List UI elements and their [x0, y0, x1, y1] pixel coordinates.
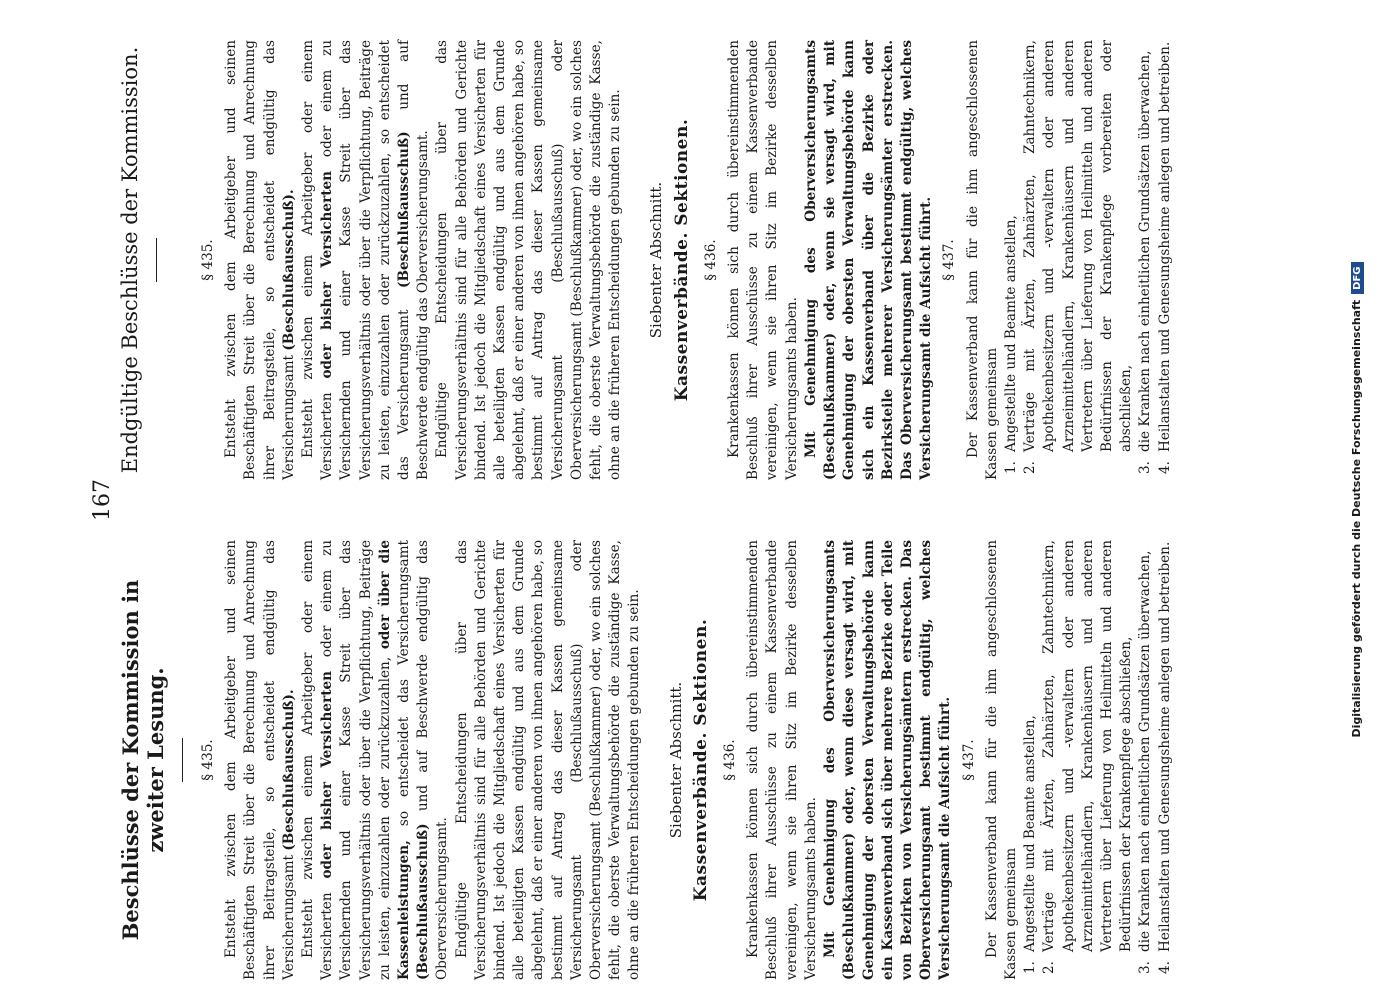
right-section-title: Siebenter Abschnitt.	[647, 181, 666, 339]
right-list-item	[1002, 40, 1021, 480]
left-paragraph-437-heading: § 437.	[960, 739, 977, 781]
left-paragraph-435-2	[299, 540, 453, 980]
right-column-title	[118, 40, 157, 480]
left-list-item	[1156, 540, 1175, 980]
item-text: Heilanstalten und Genesungsheime anlegen und betreiben.	[1156, 541, 1173, 952]
item-text: Heilanstalten und Genesungsheime anlegen und betreiben.	[1156, 41, 1173, 452]
dfg-logo: DFG	[1351, 263, 1364, 294]
text-run: Entsteht zwischen dem Arbeitgeber und seinen Beschäftigten Streit über die Berechnung und Anrechnung ihrer Beitragsteile, so entscheidet endgültig das Versicherungsamt	[223, 40, 297, 480]
left-list-item	[1040, 540, 1136, 980]
left-paragraph-437-1: Der Kassenverband kann für die ihm angeschlossenen Kassen gemeinsam	[983, 540, 1019, 980]
left-column	[195, 540, 1175, 980]
right-paragraph-435-3: Endgültige Entscheidungen über das Versicherungsverhältnis sind für alle Behörden und Gerichte bindend. Ist jedoch die Mitgliedschaft eines Versicherten für alle beteiligten Kassen endgültig und aus dem Grunde abgelehnt, daß er einer anderen von ihnen angehören habe, so bestimmt auf Antrag das dieser Kassen gemeinsame Versicherungsamt (Beschlußausschuß) oder Oberversicherungsamt (Beschlußkammer) oder, wo ein solches fehlt, die oberste Verwaltungsbehörde die zuständige Kasse, ohne an die früheren Entscheidungen gebunden zu sein.	[434, 40, 624, 480]
right-title-rule	[156, 238, 157, 282]
left-title-rule	[182, 738, 183, 782]
left-paragraph-435-1	[222, 540, 299, 980]
left-list-item	[1136, 540, 1155, 980]
right-paragraph-435-heading: § 435.	[200, 239, 216, 281]
item-text: Angestellte und Beamte anstellen,	[1022, 715, 1039, 952]
left-paragraph-435-heading: § 435.	[200, 739, 216, 781]
bold-run: (Beschlußausschuß)	[396, 131, 413, 288]
footer-text: Digitalisierung gefördert durch die Deutsche Forschungsgemeinschaft	[1350, 299, 1363, 738]
item-number: 1.	[1002, 461, 1019, 474]
item-number: 3.	[1137, 461, 1154, 474]
item-number: 4.	[1156, 961, 1173, 974]
left-paragraph-436-1: Krankenkassen können sich durch übereinstimmenden Beschluß ihrer Ausschüsse zu einem Kassenverbande vereinigen, wenn sie ihren Sitz im Bezirke desselben Versicherungsamts haben.	[745, 540, 819, 980]
left-section-title: Siebenter Abschnitt.	[666, 681, 685, 839]
right-list-item	[1136, 40, 1155, 480]
right-paragraph-435-1	[222, 40, 299, 480]
left-column-title	[118, 540, 183, 980]
right-title-text: Endgültige Beschlüsse der Kommission.	[118, 46, 142, 474]
left-section-heading: Kassenverbände. Sektionen.	[690, 618, 711, 902]
digitization-footer	[1350, 0, 1364, 1000]
right-paragraph-436-1: Krankenkassen können sich durch übereinstimmenden Beschluß ihrer Ausschüsse zu einem Kassenverbande vereinigen, wenn sie ihren Sitz im Bezirke desselben Versicherungsamts haben.	[726, 40, 800, 480]
bold-run: (Beschlußausschuß).	[280, 689, 297, 851]
text-run: oder einem zu Versichernden und einer Kasse Streit über das Versicherungsverhältnis oder über die Verpflichtung, Beiträge zu leisten, einzuzahlen oder zurückzuzahlen,	[319, 540, 393, 980]
bold-run: (Beschlußausschuß)	[415, 823, 432, 980]
text-run: Entsteht zwischen dem Arbeitgeber und seinen Beschäftigten Streit über die Berechnung und Anrechnung ihrer Beitragsteile, so entscheidet endgültig das Versicherungsamt	[223, 540, 297, 980]
item-number: 2.	[1041, 961, 1058, 974]
item-number: 4.	[1156, 461, 1173, 474]
text-run: so entscheidet das Versicherungsamt	[396, 540, 413, 841]
bold-run: oder bisher Versicherten	[319, 670, 336, 879]
right-paragraph-436-heading: § 436.	[702, 239, 719, 281]
text-run: oder einem zu Versichernden und einer Kasse Streit über das Versicherungsverhältnis oder über die Verpflichtung, Beiträge zu leisten, einzuzahlen oder zurückzuzahlen, so entscheidet das Versicherungsamt	[319, 40, 413, 480]
left-paragraph-436-2	[821, 540, 955, 980]
item-text: die Kranken nach einheitlichen Grundsätzen überwachen,	[1137, 50, 1154, 452]
item-number: 3.	[1137, 961, 1154, 974]
left-paragraph-436-heading: § 436.	[722, 739, 739, 781]
bold-run: Mit Genehmigung des Oberversicherungsamts (Beschlußkammer) oder, wenn sie versagt wird, mit Genehmigung der obersten Verwaltungsbehörde kann sich ein Kassenverband über die Bezirke oder Bezirksteile mehrerer Versicherungsämter erstrecken. Das Oberversicherungsamt bestimmt endgültig, welches Versicherungsamt die Aufsicht führt.	[802, 40, 935, 480]
right-list-item	[1156, 40, 1175, 480]
text-run: und auf Beschwerde endgültig das Oberversicherungsamt.	[415, 540, 451, 980]
bold-run: (Beschlußausschuß).	[280, 189, 297, 351]
bold-run: oder bisher Versicherten	[319, 170, 336, 379]
left-title-text: Beschlüsse der Kommission in zweiter Lesung.	[118, 579, 168, 941]
text-run: und auf Beschwerde endgültig das Oberversicherungsamt.	[396, 39, 432, 480]
right-column	[195, 40, 1175, 480]
right-paragraph-436-2	[802, 40, 936, 480]
bold-run: oder über die Kassenleistungen,	[376, 540, 413, 980]
right-section-heading: Kassenverbände. Sektionen.	[671, 118, 692, 402]
right-list-item	[1021, 40, 1136, 480]
item-number: 1.	[1022, 961, 1039, 974]
item-text: die Kranken nach einheitlichen Grundsätzen überwachen,	[1137, 550, 1154, 952]
page-number: 167	[90, 479, 115, 521]
left-list-item	[1021, 540, 1040, 980]
item-text: Verträge mit Ärzten, Zahnärzten, Zahntechnikern, Apothekenbesitzern und -verwaltern oder anderen Arzneimittelhändlern, Krankenhäusern und anderen Vertretern über Lieferung von Heilmitteln und anderen Bedürfnissen der Krankenpflege vorbereiten oder abschließen,	[1022, 40, 1135, 452]
right-paragraph-437-heading: § 437.	[941, 239, 958, 281]
item-number: 2.	[1022, 461, 1039, 474]
right-paragraph-437-1: Der Kassenverband kann für die ihm angeschlossenen Kassen gemeinsam	[964, 40, 1000, 480]
text-run: Entsteht zwischen einem Arbeitgeber oder einem Versicherten	[300, 40, 336, 480]
item-text: Verträge mit Ärzten, Zahnärzten, Zahntechnikern, Apothekenbesitzern und -verwaltern oder anderen Arzneimittelhändlern, Krankenhäusern und anderen Vertretern über Lieferung von Heilmitteln und anderen Bedürfnissen der Krankenpflege abschließen,	[1041, 540, 1135, 952]
right-paragraph-435-2	[299, 40, 433, 480]
text-run: Entsteht zwischen einem Arbeitgeber oder einem Versicherten	[300, 540, 336, 980]
left-paragraph-435-3: Endgültige Entscheidungen über das Versicherungsverhältnis sind für alle Behörden und Gerichte bindend. Ist jedoch die Mitgliedschaft eines Versicherten für alle beteiligten Kassen endgültig und aus dem Grunde abgelehnt, daß er einer anderen von ihnen angehören habe, so bestimmt auf Antrag das dieser Kassen gemeinsame Versicherungsamt (Beschlußausschuß) oder Oberversicherungsamt (Beschlußkammer) oder, wo ein solches fehlt, die oberste Verwaltungsbehörde die zuständige Kasse, ohne an die früheren Entscheidungen gebunden zu sein.	[453, 540, 643, 980]
bold-run: Mit Genehmigung des Oberversicherungsamts (Beschlußkammer) oder, wenn diese versagt wird, mit Genehmigung der obersten Verwaltungsbehörde kann ein Kassenverband sich über mehrere Bezirke oder Teile von Bezirken von Versicherungsämtern erstrecken. Das Oberversicherungsamt bestimmt endgültig, welches Versicherungsamt die Aufsicht führt.	[822, 540, 954, 980]
item-text: Angestellte und Beamte anstellen,	[1002, 215, 1019, 452]
